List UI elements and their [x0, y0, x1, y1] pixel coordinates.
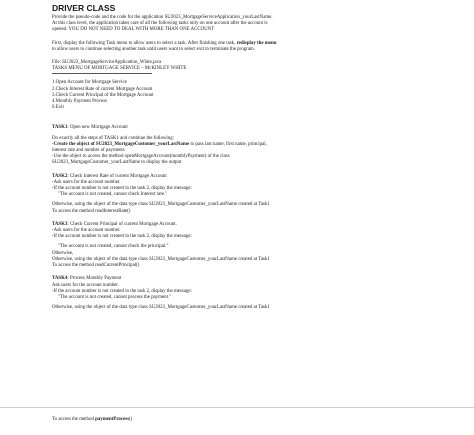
document-page-2: [0, 407, 474, 435]
document-content: [52, 3, 462, 311]
menu-item: 4.Monthly Payment Process: [52, 99, 108, 105]
task1-line: SU2023_MortgageCustomer_yourLastName to display the output: [52, 160, 182, 166]
intro-line-3: opened. YOU DO NOT NEED TO DEAL WITH MORE THAN ONE ACCOUNT: [52, 27, 215, 33]
task1-line: Do exactly all the steps of TASK1 and continue the following:: [52, 135, 175, 141]
task3-line: Otherwise, using the object of the data type class SU2023_MortgageCustomer_yourLastName created at Task1: [52, 256, 270, 262]
task4-title: : Process Monthly Payment: [67, 276, 122, 282]
instructions-text: First, display the following Task menu to allow users to select a task. After finishing one task,: [52, 40, 237, 46]
task3-message: "The account is not created, cannot check the principal.": [58, 244, 169, 250]
task1-line: -Use the object to access the method openMortgageAccount(monthlyPayment) of the class: [52, 154, 230, 160]
task4-line: -If the account number is not created in the task 2, display the message:: [52, 288, 192, 294]
page2-text: To access the method: [52, 417, 96, 422]
task1-title: : Open new Mortgage Account: [67, 125, 128, 131]
instructions-line-2: to allow users to continue selecting another task until users want to select exit to terminate the program.: [52, 46, 255, 52]
menu-item: 2.Check Interest Rate of current Mortgage Account: [52, 86, 153, 92]
task1-text: to pass last name, first name, principal,: [189, 141, 267, 147]
menu-item: 0.Exit: [52, 105, 64, 111]
task2-label: TASK2: [52, 173, 68, 179]
task3-line: -Ask users for the account number.: [52, 228, 121, 234]
task1-emphasis: -Create the object of SU2023_MortgageCustomer_yourLastName: [52, 141, 190, 147]
menu-item: 1.Open Account for Mortgage Service: [52, 80, 127, 86]
task2-title: : Check Interest Rate of current Mortgage Account: [67, 173, 167, 179]
page2-line: [52, 417, 462, 423]
task3-line: -If the account number is not created in the task 2, display the message:: [52, 234, 192, 240]
task2-message: "The account is not created, cannot check Interest rate.": [58, 192, 168, 198]
page2-method: paymentProcess: [95, 417, 129, 422]
page2-parens: (): [129, 417, 133, 422]
menu-title: TASKS MENU OF MORTGAGE SERVICE – McKINLEY WHITE: [52, 66, 187, 72]
task3-line: Otherwise,: [52, 250, 74, 256]
task1-label: TASK1: [52, 125, 68, 131]
task2-line: To access the method readInterestRate(): [52, 208, 131, 214]
task4-line: Otherwise, using the object of the data type class SU2023_MortgageCustomer_yourLastName created at Task1: [52, 305, 270, 311]
task3-line: To access the method readCurrentPrincipal(): [52, 263, 140, 269]
task1-line: interest rate and number of payments: [52, 148, 125, 154]
file-name-line: File: SU2023_MortgageServiceApplication_White.java: [52, 60, 162, 66]
menu-item: 3.Check Current Principal of the Mortgage Account: [52, 92, 154, 98]
task3-title: : Check Current Principal of current Mortgage Account.: [67, 221, 177, 227]
doc-title: DRIVER CLASS: [52, 3, 116, 13]
task4-message: "The account is not created, cannot process the payment.": [58, 294, 172, 300]
task3-label: TASK3: [52, 221, 68, 227]
intro-line-1: Provide the pseudo-code and the code for the application SU2023_MortgageServiceApplication_yourLastName.: [52, 15, 273, 20]
task2-line: -Ask users for the account number.: [52, 179, 121, 185]
instructions-emphasis: redisplay the menu: [236, 40, 277, 46]
task4-label: TASK4: [52, 276, 68, 282]
menu-divider: [52, 73, 152, 74]
task2-line: -If the account number is not created in the task 2, display the message:: [52, 186, 192, 192]
page2-content: [52, 417, 462, 423]
task4-line: Ask users for the account number.: [52, 282, 119, 288]
task2-line: Otherwise, using the object of the data type class SU2023_MortgageCustomer_yourLastName created at Task1: [52, 202, 270, 208]
intro-line-2: At this class level, the application takes care of all the following tasks only on one account after the account is: [52, 21, 268, 27]
